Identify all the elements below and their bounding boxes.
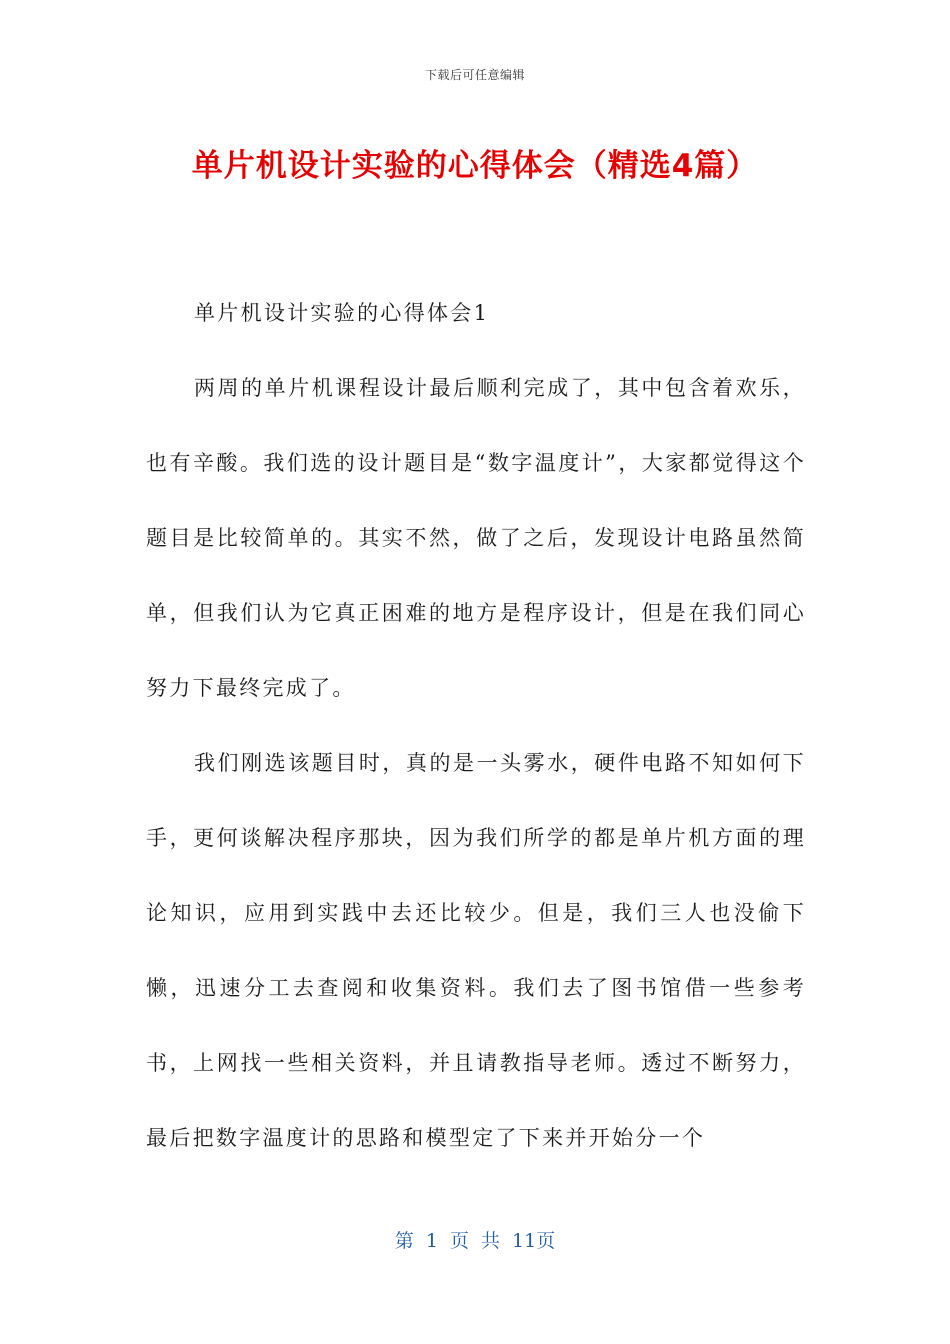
document-title: 单片机设计实验的心得体会（精选4篇） (191, 148, 759, 184)
header-note: 下载后可任意编辑 (424, 68, 525, 82)
body-paragraph: 两周的单片机课程设计最后顺利完成了，其中包含着欢乐，也有辛酸。我们选的设计题目是“数字温度计”，大家都觉得这个题目是比较简单的。其实不然，做了之后，发现设计电路虽然简单，但我们认为它真正困难的地方是程序设计，但是在我们同心努力下最终完成了。 (146, 376, 806, 700)
section-heading: 单片机设计实验的心得体会1 (194, 301, 490, 325)
document-body (146, 276, 806, 1176)
body-paragraph: 我们刚选该题目时，真的是一头雾水，硬件电路不知如何下手，更何谈解决程序那块，因为我们所学的都是单片机方面的理论知识，应用到实践中去还比较少。但是，我们三人也没偷下懒，迅速分工去查阅和收集资料。我们去了图书馆借一些参考书，上网找一些相关资料，并且请教指导老师。透过不断努力，最后把数字温度计的思路和模型定了下来并开始分一个 (146, 751, 806, 1150)
page-number: 第 1 页 共 11页 (394, 1230, 556, 1252)
